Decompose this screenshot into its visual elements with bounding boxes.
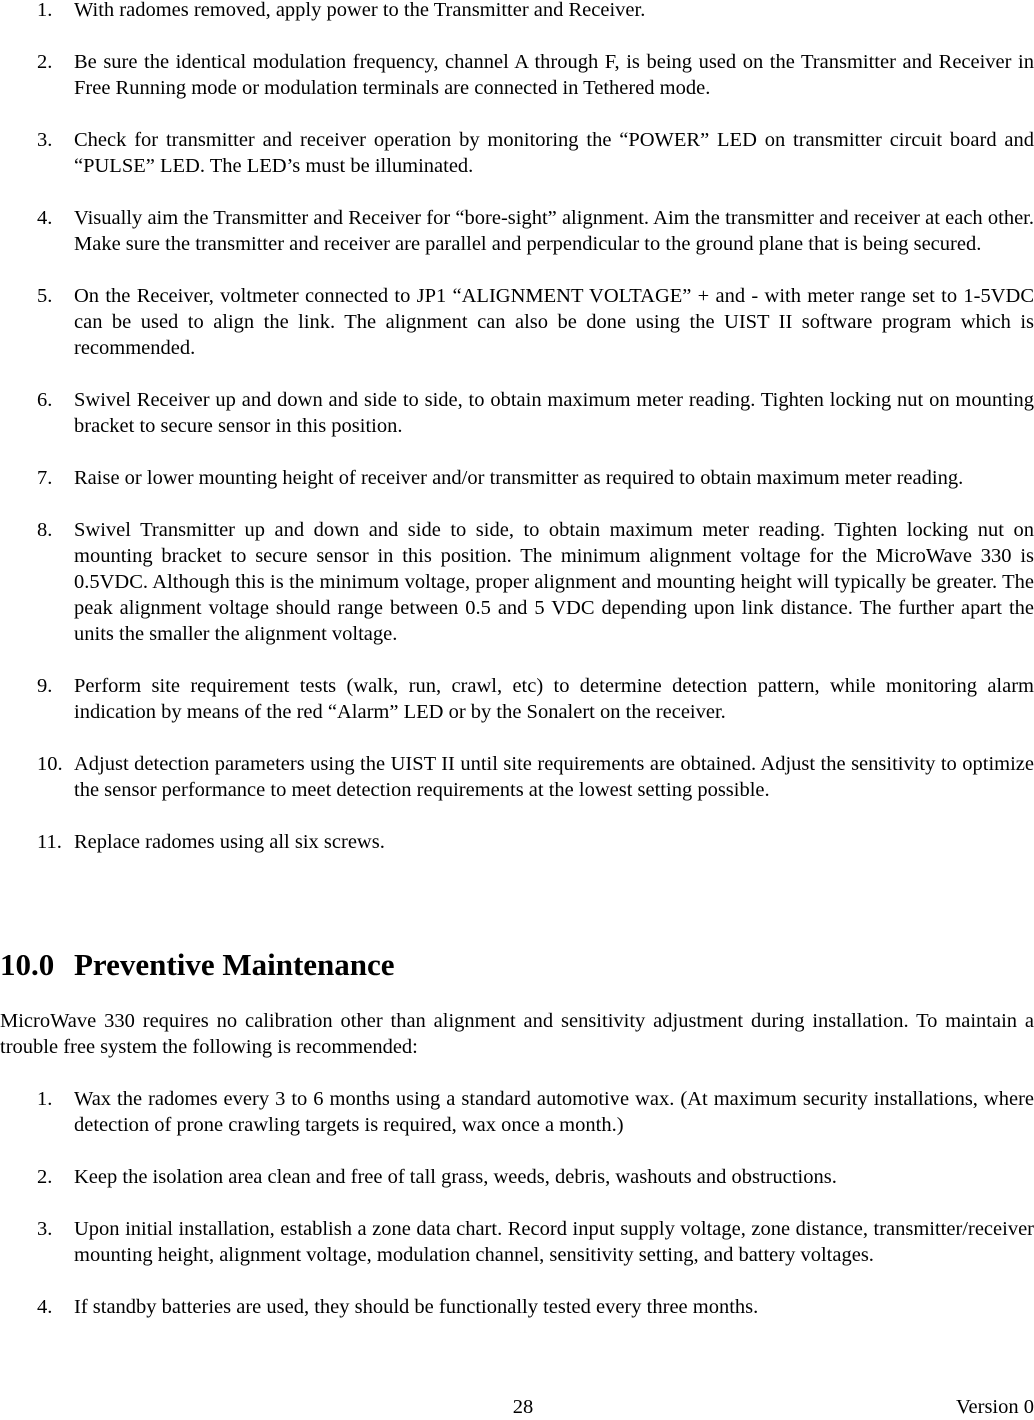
- list-item-text: If standby batteries are used, they should be functionally tested every three months.: [74, 1296, 759, 1318]
- list-item: [0, 387, 1034, 439]
- list-item-number: 11.: [37, 831, 62, 853]
- list-item: [0, 517, 1034, 647]
- list-item: [0, 1294, 1034, 1320]
- list-item-text: Adjust detection parameters using the UIST II until site requirements are obtained. Adjust the sensitivity to optimize the sensor performance to meet detection requirements at the lowest setting possible.: [74, 753, 1034, 801]
- list-item-text: Replace radomes using all six screws.: [74, 831, 385, 853]
- list-item-number: 4.: [37, 1296, 53, 1318]
- list-item-number: 9.: [37, 675, 53, 697]
- section-title: Preventive Maintenance: [74, 947, 395, 982]
- list-item: [0, 829, 1034, 855]
- list-item-text: Swivel Receiver up and down and side to side, to obtain maximum meter reading. Tighten locking nut on mounting bracket to secure sensor in this position.: [74, 389, 1034, 437]
- list-item-text: Swivel Transmitter up and down and side to side, to obtain maximum meter reading. Tighten locking nut on mounting bracket to secure sensor in this position. The minimum alignment voltage for the MicroWave 330 is 0.5VDC. Although this is the minimum voltage, proper alignment and mounting height will typically be greater. The peak alignment voltage should range between 0.5 and 5 VDC depending upon link distance. The further apart the units the smaller the alignment voltage.: [74, 519, 1034, 645]
- list-item: [0, 1086, 1034, 1138]
- list-item-text: Wax the radomes every 3 to 6 months using a standard automotive wax. (At maximum security installations, where detection of prone crawling targets is required, wax once a month.): [74, 1088, 1034, 1136]
- list-item-number: 3.: [37, 1218, 53, 1240]
- list-item-number: 7.: [37, 467, 53, 489]
- section-intro-paragraph: MicroWave 330 requires no calibration other than alignment and sensitivity adjustment during installation. To maintain a trouble free system the following is recommended:: [0, 1010, 1034, 1058]
- list-item-number: 1.: [37, 1088, 53, 1110]
- list-item-number: 8.: [37, 519, 53, 541]
- list-item-number: 4.: [37, 207, 53, 229]
- list-item: [0, 1164, 1034, 1190]
- list-item: [0, 49, 1034, 101]
- list-item-number: 1.: [37, 0, 53, 21]
- list-item-text: Perform site requirement tests (walk, run, crawl, etc) to determine detection pattern, while monitoring alarm indication by means of the red “Alarm” LED or by the Sonalert on the receiver.: [74, 675, 1034, 723]
- list-item: [0, 465, 1034, 491]
- list-item: [0, 751, 1034, 803]
- list-item-number: 2.: [37, 1166, 53, 1188]
- list-item: [0, 205, 1034, 257]
- list-item-text: Be sure the identical modulation frequency, channel A through F, is being used on the Transmitter and Receiver in Free Running mode or modulation terminals are connected in Tethered mode.: [74, 51, 1034, 99]
- list-item-text: With radomes removed, apply power to the Transmitter and Receiver.: [74, 0, 646, 21]
- section-number: 10.0: [0, 947, 55, 982]
- list-item: [0, 0, 1034, 23]
- list-item-number: 5.: [37, 285, 53, 307]
- list-item-number: 10.: [37, 753, 63, 775]
- version-label: Version 0: [955, 1396, 1034, 1418]
- list-item-text: Check for transmitter and receiver operation by monitoring the “POWER” LED on transmitter circuit board and “PULSE” LED. The LED’s must be illuminated.: [74, 129, 1034, 177]
- list-item-text: On the Receiver, voltmeter connected to JP1 “ALIGNMENT VOLTAGE” + and - with meter range set to 1-5VDC can be used to align the link. The alignment can also be done using the UIST II software program which is recommended.: [74, 285, 1034, 359]
- list-item-text: Raise or lower mounting height of receiver and/or transmitter as required to obtain maximum meter reading.: [74, 467, 964, 489]
- list-item-text: Visually aim the Transmitter and Receiver for “bore-sight” alignment. Aim the transmitter and receiver at each other. Make sure the transmitter and receiver are parallel and perpendicular to the ground plane that is being secured.: [74, 207, 1034, 255]
- list-item: [0, 673, 1034, 725]
- list-item-text: Keep the isolation area clean and free of tall grass, weeds, debris, washouts and obstructions.: [74, 1166, 837, 1188]
- list-item-number: 2.: [37, 51, 53, 73]
- page-number: 28: [512, 1396, 534, 1418]
- list-item: [0, 283, 1034, 361]
- list-item: [0, 1216, 1034, 1268]
- list-item-number: 3.: [37, 129, 53, 151]
- list-item: [0, 127, 1034, 179]
- maintenance-steps-list: [0, 1086, 1034, 1346]
- list-item-text: Upon initial installation, establish a zone data chart. Record input supply voltage, zone distance, transmitter/receiver mounting height, alignment voltage, modulation channel, sensitivity setting, and battery voltages.: [74, 1218, 1034, 1266]
- section-heading: [0, 947, 1034, 983]
- list-item-number: 6.: [37, 389, 53, 411]
